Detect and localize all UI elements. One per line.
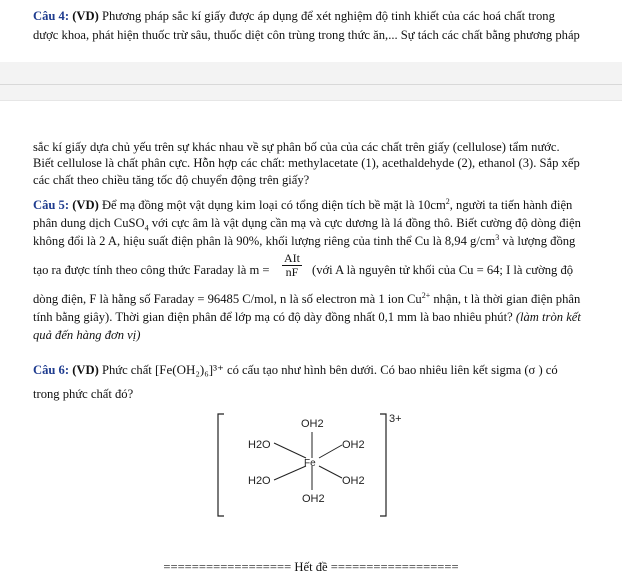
q5-text-5a: dòng điện, F là hằng số Faraday = 96485 C/mol, n là số electron mà 1 ion Cu — [33, 292, 422, 306]
q5-text-3a: không đổi là 2 A, hiệu suất điện phân là 90%, khối lượng riêng của tinh thể Cu là 8,94 g/cm — [33, 234, 496, 248]
q6-level: (VD) — [72, 363, 99, 377]
q5-line-6 — [33, 309, 581, 325]
q5-line-4a: tạo ra được tính theo công thức Faraday là m = — [33, 263, 270, 277]
q4-line-3: sắc kí giấy dựa chủ yếu trên sự khác nhau về sự phân bố của của các chất trên giấy (cellulose) tẩm nước. — [33, 140, 560, 154]
q5-sup-1: 2 — [445, 196, 450, 206]
bond-upper-left — [274, 443, 306, 458]
ligand-lower-right: OH2 — [342, 475, 365, 487]
fe-center: Fe — [304, 458, 316, 469]
ligand-lower-left: H2O — [248, 475, 271, 487]
faraday-fraction — [282, 252, 302, 279]
q4-line-1 — [33, 8, 555, 24]
q4-line-2: dược khoa, phát hiện thuốc trừ sâu, thuốc diệt côn trùng trong thức ăn,... Sự tách các chất bằng phương pháp — [33, 28, 580, 42]
page-break-line-top — [0, 84, 622, 85]
bond-lower-right — [319, 466, 342, 478]
charge-label: 3+ — [389, 413, 402, 425]
q6-text-a: Phức chất — [101, 363, 152, 377]
fraction-numerator: AIt — [284, 251, 300, 265]
q5-text-2b: với cực âm là vật dụng cần mạ và cực dương là lá đồng thô. Biết cường độ dòng điện — [148, 216, 581, 230]
q6-text-b: có cấu tạo như hình bên dưới. Có bao nhiêu liên kết sigma (σ ) có — [227, 363, 558, 377]
q4-text-1: Phương pháp sắc kí giấy được áp dụng để xét nghiệm độ tinh khiết của các hoá chất trong — [101, 9, 555, 23]
q5-line-7: quả đến hàng đơn vị) — [33, 328, 141, 342]
q5-sub-2: 4 — [144, 223, 149, 233]
fraction-denominator: nF — [285, 265, 299, 279]
q5-sup-3: 3 — [495, 232, 500, 242]
q5-line-4b: (với A là nguyên tử khối của Cu = 64; I là cường độ — [312, 263, 574, 277]
q5-line-5 — [33, 291, 580, 307]
ligand-top: OH2 — [301, 418, 324, 430]
right-bracket — [380, 414, 386, 516]
left-bracket — [218, 414, 224, 516]
q4-line-4: Biết cellulose là chất phân cực. Hỗn hợp các chất: methylacetate (1), acethaldehyde (2), ethanol (3). Sắp xếp — [33, 156, 580, 170]
q5-note-6: (làm tròn kết — [512, 310, 581, 324]
q6-line-1 — [33, 362, 558, 378]
q6-complex-formula: [Fe(OH₂)₆]³⁺ — [154, 362, 224, 377]
q5-text-3b: và lượng đồng — [499, 234, 576, 248]
bond-upper-right — [319, 445, 342, 458]
q6-label: Câu 6: — [33, 363, 70, 377]
footer-rule-left: ================== — [163, 560, 292, 574]
q5-sup-5: 2+ — [421, 290, 431, 300]
q4-level: (VD) — [72, 9, 99, 23]
page-break-gap — [0, 101, 622, 138]
page-break — [0, 62, 622, 138]
footer-text: Hết đề — [294, 560, 328, 574]
ligand-upper-right: OH2 — [342, 439, 365, 451]
fe-complex-structure — [216, 412, 412, 518]
q5-text-2a: phân dung dịch CuSO — [33, 216, 145, 230]
ligand-upper-left: H2O — [248, 439, 271, 451]
footer-rule-right: ================== — [330, 560, 459, 574]
q5-text-1b: , người ta tiến hành điện — [449, 198, 573, 212]
ligand-bottom: OH2 — [302, 493, 325, 505]
q5-line-3 — [33, 233, 575, 249]
end-of-exam — [0, 560, 622, 575]
q5-line-1 — [33, 197, 572, 213]
bond-lower-left — [274, 466, 306, 480]
q6-line-2: trong phức chất đó? — [33, 387, 134, 401]
q4-label: Câu 4: — [33, 9, 70, 23]
q4-line-5: các chất theo chiều tăng tốc độ chuyển động trên giấy? — [33, 173, 310, 187]
q5-line-2 — [33, 215, 581, 231]
q5-text-1a: Để mạ đồng một vật dụng kim loại có tổng diện tích bề mặt là 10cm — [101, 198, 446, 212]
q5-label: Câu 5: — [33, 198, 70, 212]
q5-text-5b: nhận, t là thời gian điện phân — [430, 292, 581, 306]
q5-text-6a: tính bằng giây). Thời gian điện phân để lớp mạ có độ dày đồng nhất 0,1 mm là bao nhiêu phút? — [33, 310, 513, 324]
q5-level: (VD) — [72, 198, 99, 212]
